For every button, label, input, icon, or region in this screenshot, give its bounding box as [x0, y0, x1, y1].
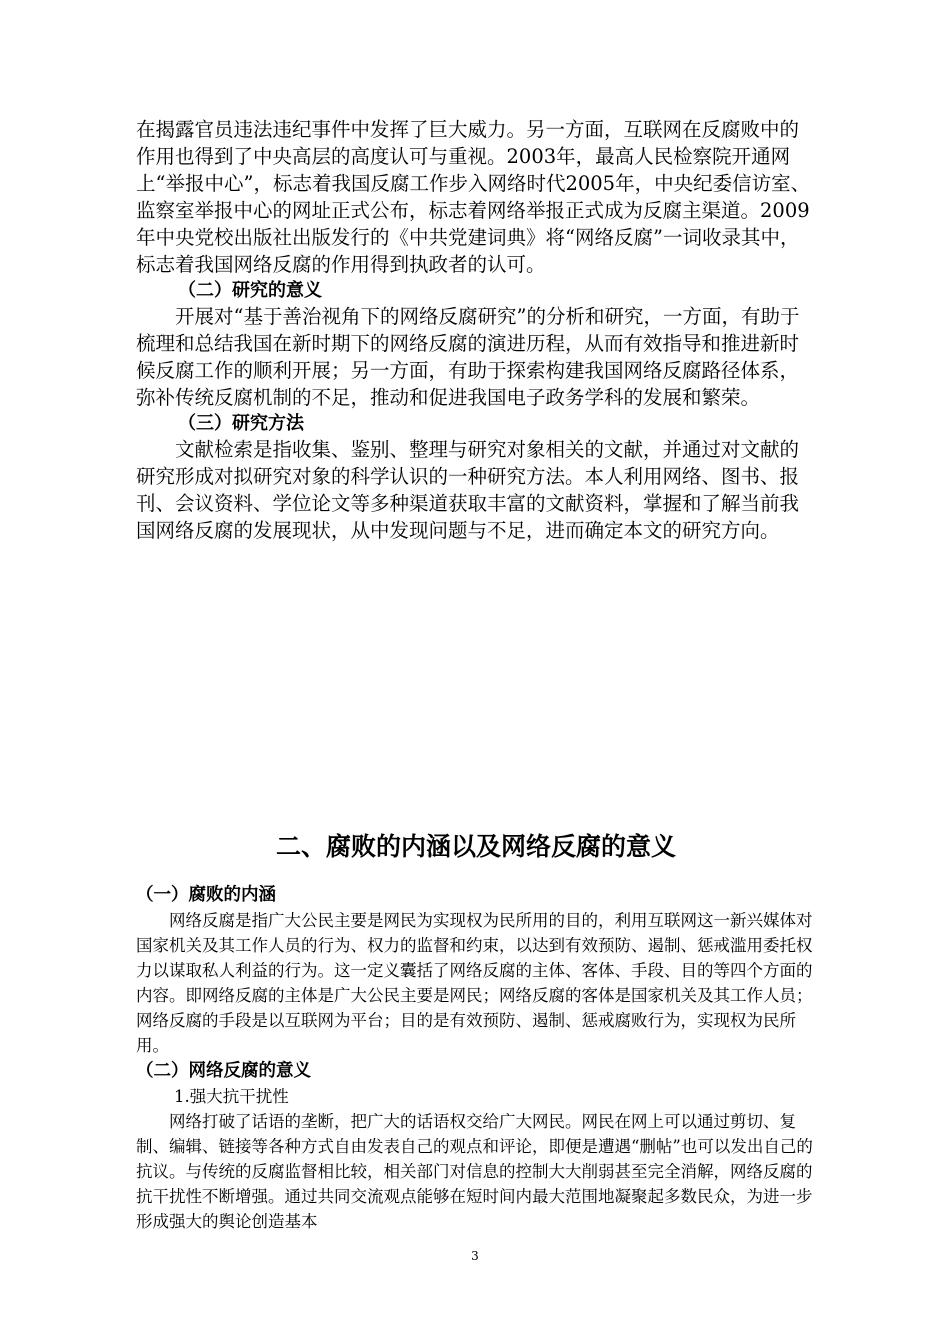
method-paragraph: 文献检索是指收集、鉴别、整理与研究对象相关的文献，并通过对文献的研究形成对拟研究对象的科学认识的一种研究方法。本人利用网络、图书、报刊、会议资料、学位论文等多种渠道获取丰富的文献资料，掌握和了解当前我国网络反腐的发展现状，从中发现问题与不足，进而确定本文的研究方向。: [136, 438, 800, 542]
section-research-background: [136, 116, 816, 544]
subheading-anti-interference: 1.强大抗干扰性: [174, 1087, 289, 1106]
heading-research-method: （三）研究方法: [178, 413, 304, 434]
significance-paragraph: 开展对“基于善治视角下的网络反腐研究”的分析和研究，一方面，有助于梳理和总结我国在新时期下的网络反腐的演进历程，从而有效指导和推进新时候反腐工作的顺利开展；另一方面，有助于探索构建我国网络反腐路径体系，弥补传统反腐机制的不足，推动和促进我国电子政务学科的发展和繁荣。: [136, 305, 800, 409]
section-corruption-connotation: [136, 882, 816, 1234]
heading-corruption-connotation: （一）腐败的内涵: [136, 885, 276, 905]
chapter-title: 二、腐败的内涵以及网络反腐的意义: [275, 832, 676, 861]
heading-research-significance: （二）研究的意义: [178, 280, 322, 301]
connotation-paragraph: 网络反腐是指广大公民主要是网民为实现权为民所用的目的，利用互联网这一新兴媒体对国家机关及其工作人员的行为、权力的监督和约束，以达到有效预防、遏制、惩戒滥用委托权力以谋取私人利益的行为。这一定义囊括了网络反腐的主体、客体、手段、目的等四个方面的内容。即网络反腐的主体是广大公民主要是网民；网络反腐的客体是国家机关及其工作人员；网络反腐的手段是以互联网为平台；目的是有效预防、遏制、惩戒腐败行为，实现权为民所用。: [136, 911, 813, 1055]
intro-paragraph: 在揭露官员违法违纪事件中发挥了巨大威力。另一方面，互联网在反腐败中的作用也得到了中央高层的高度认可与重视。2003年，最高人民检察院开通网上“举报中心”，标志着我国反腐工作步入网络时代2005年，中央纪委信访室、监察室举报中心的网址正式公布，标志着网络举报正式成为反腐主渠道。2009年中央党校出版社出版发行的《中共党建词典》将“网络反腐”一词收录其中，标志着我国网络反腐的作用得到执政者的认可。: [136, 118, 811, 276]
meaning-paragraph: 网络打破了话语的垄断，把广大的话语权交给广大网民。网民在网上可以通过剪切、复制、编辑、链接等各种方式自由发表自己的观点和评论，即便是遭遇“删帖”也可以发出自己的抗议。与传统的反腐监督相比较，相关部门对信息的控制大大削弱甚至完全消解，网络反腐的抗干扰性不断增强。通过共同交流观点能够在短时间内最大范围地凝聚起多数民众，为进一步形成强大的舆论创造基本: [136, 1112, 813, 1231]
heading-network-anticorruption-meaning: （二）网络反腐的意义: [136, 1061, 311, 1081]
page-number: 3: [471, 1249, 479, 1263]
